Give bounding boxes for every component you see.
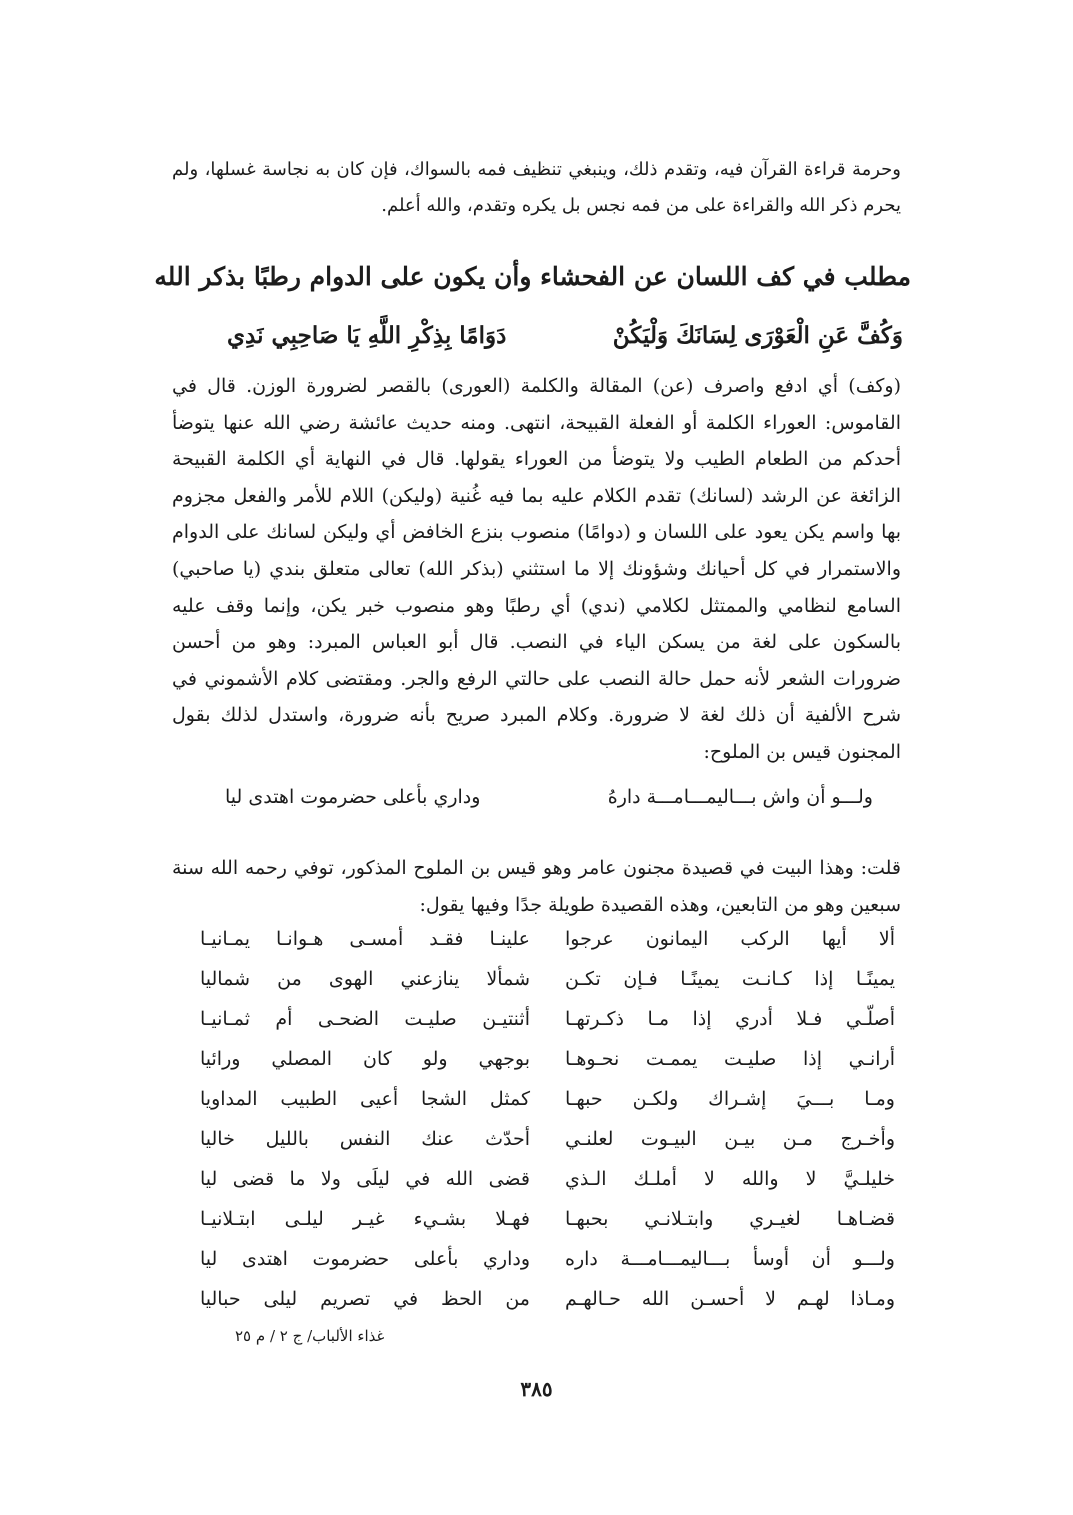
poem-line xyxy=(200,1088,895,1124)
poem-second-hemistich: شمألا ينازعني الهوى من شماليا xyxy=(200,968,530,990)
poem-second-hemistich: من الحظ في تصريم ليلى حباليا xyxy=(200,1288,530,1310)
section-heading: مطلب في كف اللسان عن الفحشاء وأن يكون على الدوام رطبًا بذكر الله xyxy=(154,262,911,291)
poem-line xyxy=(200,1048,895,1084)
poem-line xyxy=(200,928,895,964)
poem-second-hemistich: كمثل الشجا أعيى الطبيب المداويا xyxy=(200,1088,530,1110)
poem-first-hemistich: أرانـي إذا صليـت يممـت نحـوهـا xyxy=(565,1048,895,1070)
poem-second-hemistich: بوجهي ولو كان المصلي ورائيا xyxy=(200,1048,530,1070)
main-verse-first-hemistich: وَكُفَّ عَنِ الْعَوْرَى لِسَانَكَ وَلْيَكُنْ xyxy=(612,322,903,349)
poem-line xyxy=(200,1008,895,1044)
cited-verse xyxy=(215,786,873,822)
poem-second-hemistich: قضى الله في ليلَى ولا ما قضى ليا xyxy=(200,1168,530,1190)
book-reference-footnote: غذاء الألباب/ ج ٢ / م ٢٥ xyxy=(235,1327,385,1345)
poem xyxy=(200,928,895,1328)
poem-second-hemistich: أحدّث عنك النفس بالليل خاليا xyxy=(200,1128,530,1150)
poem-first-hemistich: خليلـيَّ لا والله لا أملـك الـذي xyxy=(565,1168,895,1190)
poem-first-hemistich: ومـاذا لهـم لا أحسـن الله حـالهـم xyxy=(565,1288,895,1310)
main-verse-second-hemistich: دَوَامًا بِذِكْرِ اللَّهِ يَا صَاحِبِي نَدِي xyxy=(227,322,507,349)
intro-paragraph: وحرمة قراءة القرآن فيه، وتقدم ذلك، وينبغي تنظيف فمه بالسواك، فإن كان به نجاسة غسلها، ولم يحرم ذكر الله والقراءة على من فمه نجس بل يكره وتقدم، والله أعلم. xyxy=(172,159,901,216)
poem-line xyxy=(200,968,895,1004)
poem-second-hemistich: أثنتيـن صليـت الضحـى أم ثمـانيـا xyxy=(200,1008,530,1030)
poem-first-hemistich: ولـــو أن أوسأ بـــاليمـــامـــة داره xyxy=(565,1248,895,1270)
poem-first-hemistich: ومـا بـــيَ إشـراك ولكـن حبهـا xyxy=(565,1088,895,1110)
poem-line xyxy=(200,1248,895,1284)
poem-first-hemistich: ألا أيها الركب اليمانون عرجوا xyxy=(565,928,895,950)
poem-line xyxy=(200,1208,895,1244)
qult-paragraph: قلت: وهذا البيت في قصيدة مجنون عامر وهو قيس بن الملوح المذكور، توفي رحمه الله سنة سبعين وهو من التابعين، وهذه القصيدة طويلة جدًا وفيها يقول: xyxy=(172,857,901,916)
main-verse xyxy=(160,322,903,362)
poem-first-hemistich: قضـاهـا لغيـري وابتـلانـي بحبهـا xyxy=(565,1208,895,1230)
poem-first-hemistich: يمينًـا إذا كـانـت يمينًـا فـإن تكـن xyxy=(565,968,895,990)
poem-second-hemistich: وداري بأعلى حضرموت اهتدى ليا xyxy=(200,1248,530,1270)
poem-line xyxy=(200,1128,895,1164)
poem-first-hemistich: وأخـرج مـن بيـن البيـوت لعلنـي xyxy=(565,1128,895,1150)
poem-second-hemistich: فهـلا بشـيء غيـر ليلـى ابتـلانيـا xyxy=(200,1208,530,1230)
poem-line xyxy=(200,1288,895,1324)
poem-line xyxy=(200,1168,895,1204)
cited-verse-second-hemistich: وداري بأعلى حضرموت اهتدى ليا xyxy=(225,786,481,808)
page-number: ٣٨٥ xyxy=(520,1377,553,1401)
cited-verse-first-hemistich: ولـــو أن واش بـــاليمـــامـــة دارهُ xyxy=(607,786,873,808)
commentary-paragraph: (وكف) أي ادفع واصرف (عن) المقالة والكلمة (العورى) بالقصر لضرورة الوزن. قال في القاموس: العوراء الكلمة أو الفعلة القبيحة، انتهى. ومنه حديث عائشة رضي الله عنها يتوضأ أحدكم من الطعام الطيب ولا يتوضأ من العوراء يقولها. قال في النهاية أي الكلمة القبيحة الزائغة عن الرشد (لسانك) تقدم الكلام عليه بما فيه غُنية (وليكن) اللام للأمر والفعل مجزوم بها واسم يكن يعود على اللسان و (دوامًا) منصوب بنزع الخافض أي وليكن لسانك على الدوام والاستمرار في كل أحيانك وشؤونك إلا ما استثني (بذكر الله) تعالى متعلق بندي (يا صاحبي) السامع لنظامي والممتثل لكلامي (ندي) أي رطبًا وهو منصوب خبر يكن، وإنما وقف عليه بالسكون على لغة من يسكن الياء في النصب. قال أبو العباس المبرد: وهو من أحسن ضرورات الشعر لأنه حمل حالة النصب على حالتي الرفع والجر. ومقتضى كلام الأشموني في شرح الألفية أن ذلك لغة لا ضرورة. وكلام المبرد صريح بأنه ضرورة، واستدل لذلك بقول المجنون قيس بن الملوح: xyxy=(172,375,901,763)
poem-first-hemistich: أصلّـي فـلا أدري إذا مـا ذكـرتهـا xyxy=(565,1008,895,1030)
poem-second-hemistich: علينـا فقـد أمسـى هـوانـا يمـانيـا xyxy=(200,928,530,950)
